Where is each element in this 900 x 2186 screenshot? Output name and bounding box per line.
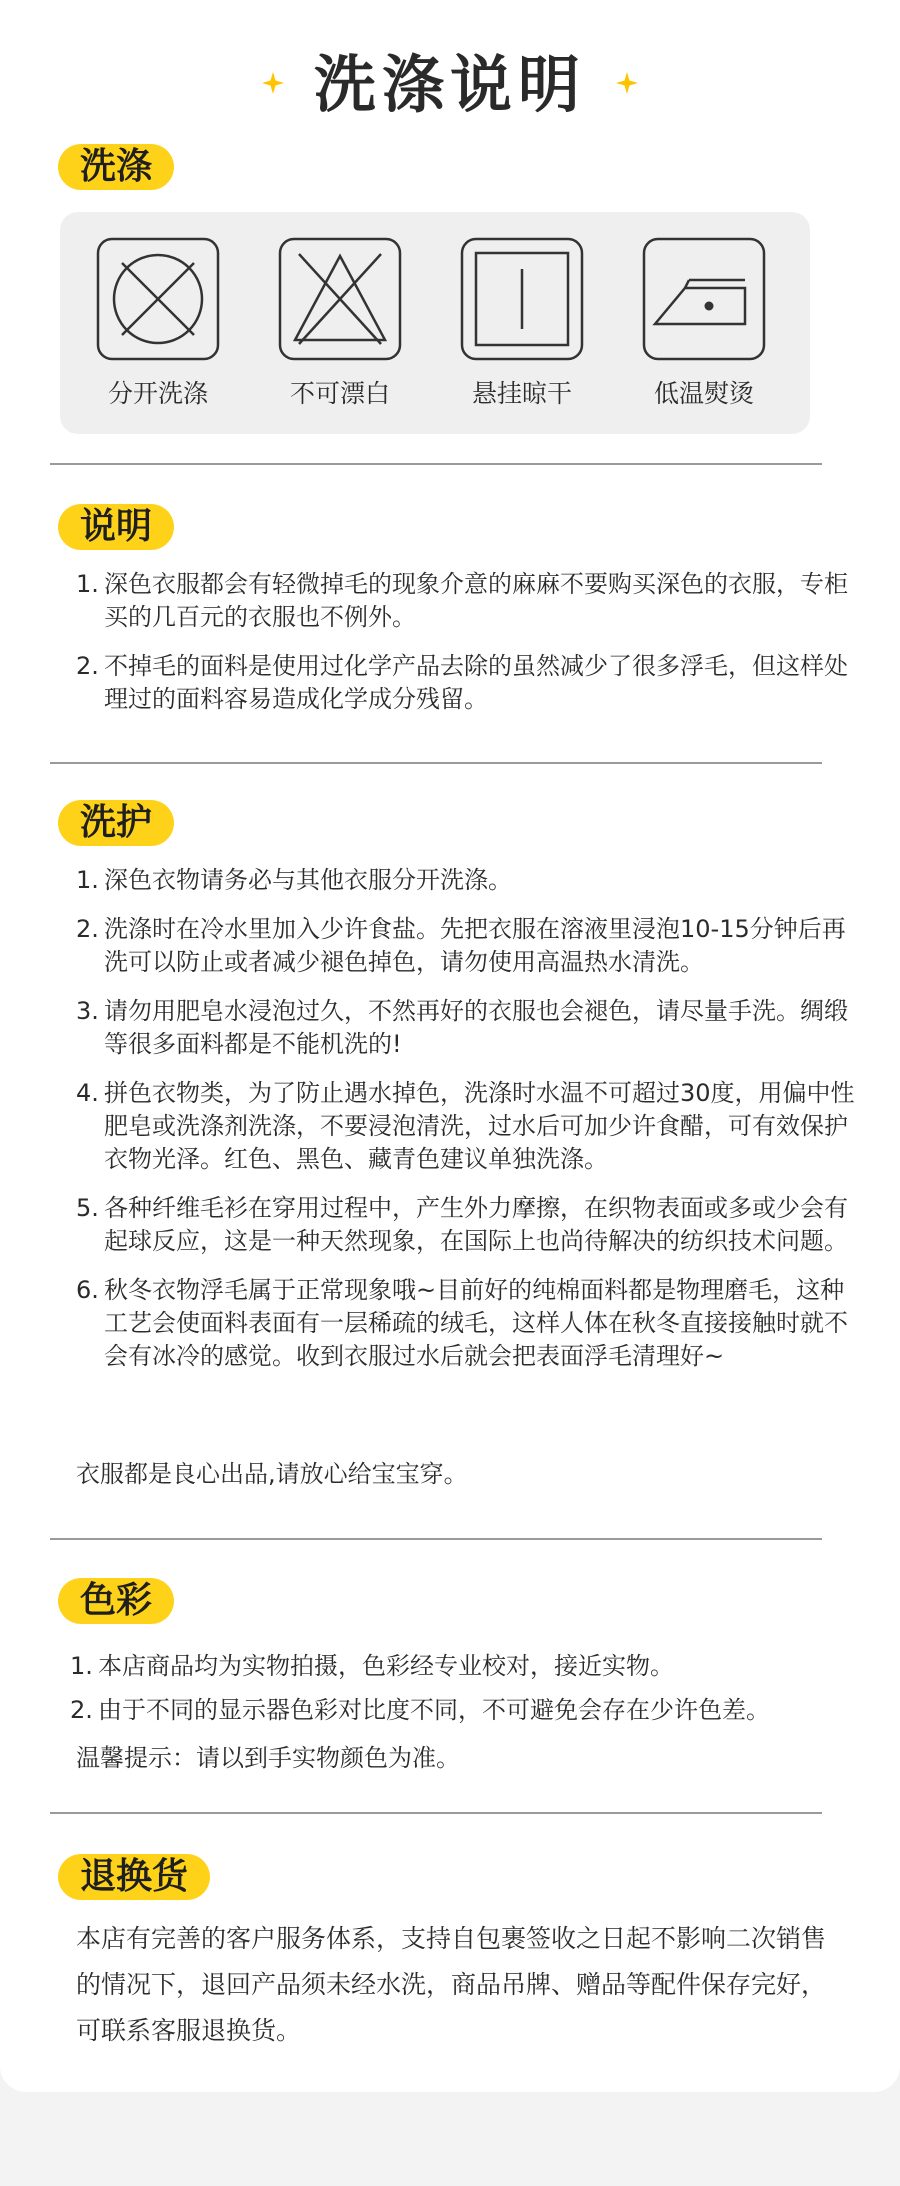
care-list: [76, 864, 866, 1373]
color-footer-note: 温馨提示：请以到手实物颜色为准。: [76, 1744, 460, 1772]
care-footer-note: 衣服都是良心出品,请放心给宝宝穿。: [76, 1460, 468, 1488]
care-symbol-item: [624, 236, 784, 410]
list-item: 2. 不掉毛的面料是使用过化学产品去除的虽然减少了很多浮毛，但这样处理过的面料容易造成化学成分残留。: [76, 652, 848, 713]
care-symbol-item: [78, 236, 238, 410]
list-item: 1. 深色衣物请务必与其他衣服分开洗涤。: [76, 866, 512, 894]
color-list: [70, 1650, 860, 1727]
section-heading-notes: 说明: [58, 504, 174, 550]
section-heading-returns: 退换货: [58, 1854, 210, 1900]
care-symbol-label: 悬挂晾干: [471, 379, 572, 408]
care-symbol-label: 分开洗涤: [107, 379, 208, 408]
page-title: 洗涤说明: [313, 48, 586, 121]
washtub-cross-icon: [95, 236, 221, 362]
section-divider: [50, 463, 822, 465]
page-header: [0, 40, 900, 130]
line-dry-icon: [459, 236, 585, 362]
list-item: 5. 各种纤维毛衫在穿用过程中，产生外力摩擦，在织物表面或多或少会有起球反应，这是一种天然现象，在国际上也尚待解决的纺织技术问题。: [76, 1194, 848, 1255]
sparkle-icon: [262, 72, 284, 94]
section-divider: [50, 762, 822, 764]
care-symbol-label: 不可漂白: [289, 379, 390, 408]
list-item: 2. 洗涤时在冷水里加入少许食盐。先把衣服在溶液里浸泡10-15分钟后再洗可以防止或者减少褪色掉色，请勿使用高温热水清洗。: [76, 915, 846, 976]
list-item: 2. 由于不同的显示器色彩对比度不同，不可避免会存在少许色差。: [70, 1696, 770, 1724]
low-iron-icon: [641, 236, 767, 362]
list-item: 1. 深色衣服都会有轻微掉毛的现象介意的麻麻不要购买深色的衣服，专柜买的几百元的衣服也不例外。: [76, 570, 848, 631]
section-heading-wash: 洗涤: [58, 144, 174, 190]
returns-policy-text: 本店有完善的客户服务体系，支持自包裹签收之日起不影响二次销售的情况下，退回产品须未经水洗，商品吊牌、赠品等配件保存完好，可联系客服退换货。: [76, 1924, 827, 2045]
list-item: 6. 秋冬衣物浮毛属于正常现象哦~目前好的纯棉面料都是物理磨毛，这种工艺会使面料表面有一层稀疏的绒毛，这样人体在秋冬直接接触时就不会有冰冷的感觉。收到衣服过水后就会把表面浮毛清理好~: [76, 1276, 848, 1370]
care-symbol-item: [260, 236, 420, 410]
list-item: 1. 本店商品均为实物拍摄，色彩经专业校对，接近实物。: [70, 1652, 674, 1680]
section-divider: [50, 1812, 822, 1814]
sparkle-icon: [616, 72, 638, 94]
care-symbol-label: 低温熨烫: [653, 379, 754, 408]
section-heading-care: 洗护: [58, 800, 174, 846]
notes-list: [76, 568, 866, 716]
no-bleach-icon: [277, 236, 403, 362]
section-divider: [50, 1538, 822, 1540]
list-item: 3. 请勿用肥皂水浸泡过久，不然再好的衣服也会褪色，请尽量手洗。绸缎等很多面料都是不能机洗的!: [76, 997, 848, 1058]
care-symbol-item: [442, 236, 602, 410]
list-item: 4. 拼色衣物类，为了防止遇水掉色，洗涤时水温不可超过30度，用偏中性肥皂或洗涤剂洗涤，不要浸泡清洗，过水后可加少许食醋，可有效保护衣物光泽。红色、黑色、藏青色建议单独洗涤。: [76, 1079, 855, 1173]
care-symbols-panel: [60, 212, 810, 434]
section-heading-color: 色彩: [58, 1578, 174, 1624]
